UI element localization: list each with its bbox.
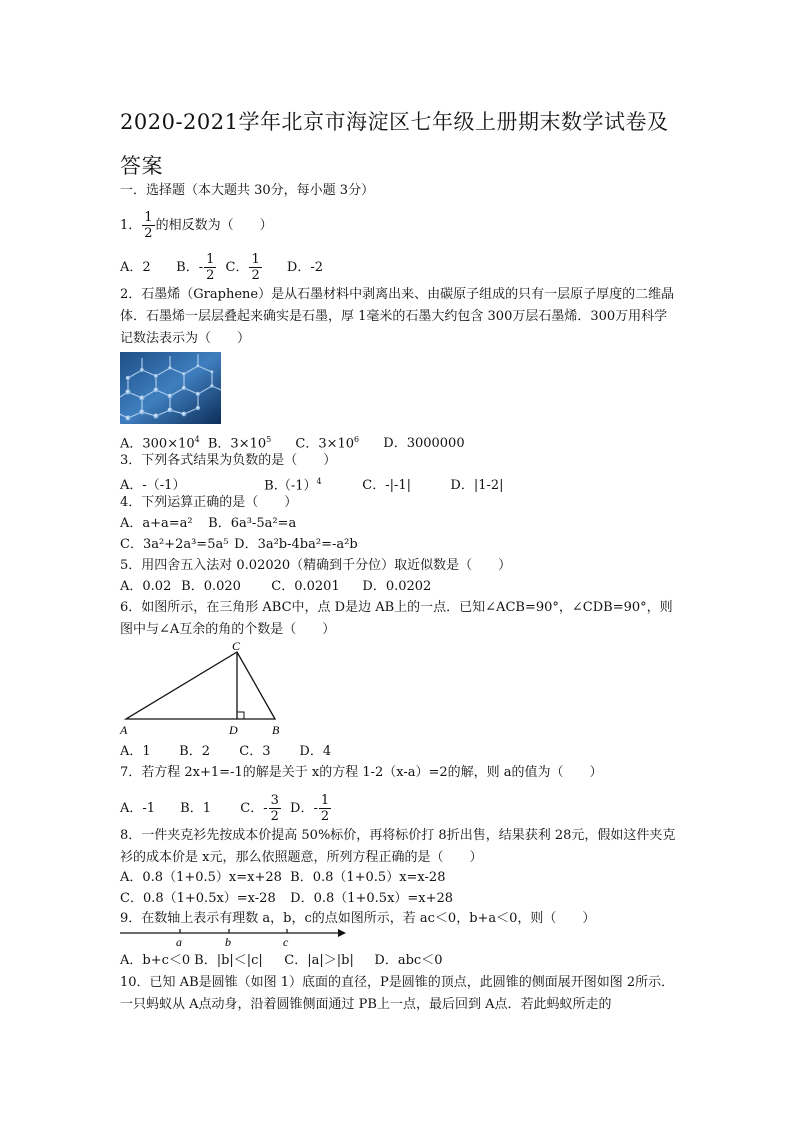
option-c: C．0.8（1+0.5x）=x-28 — [120, 891, 276, 906]
label-c: C — [232, 640, 241, 653]
option-b: B．0.020 — [181, 579, 241, 594]
question-1-options — [120, 252, 323, 283]
question-1: 1． $\frac{1}{2}$ 的相反数为（ ） — [120, 210, 273, 241]
question-2: 2．石墨烯（Graphene）是从石墨材料中剥离出来、由碳原子组成的只有一层原子厚度的二维晶体．石墨烯一层层叠起来确实是石墨，厚 1毫米的石墨大约包含 300万层石墨烯．300万用科学记数法表示为（ ） — [120, 287, 675, 346]
option-a: A．$300\times 10^4$ — [120, 435, 200, 452]
graphene-image — [120, 352, 221, 424]
option-b: B．$3\times 10^5$ — [207, 435, 272, 452]
question-8-options-row2 — [120, 890, 453, 908]
question-4-options-row1 — [120, 515, 296, 533]
option-b: B．1 — [180, 801, 211, 816]
option-b: B．2 — [179, 744, 210, 759]
option-c: C．- $\frac{3}{2}$ — [240, 793, 279, 824]
question-4-options-row2 — [120, 536, 358, 554]
question-5: 5．用四舍五入法对 0.02020（精确到千分位）取近似数是（ ） — [120, 558, 512, 573]
option-d: D．|1-2| — [450, 478, 504, 494]
option-d: D．- $\frac{1}{2}$ — [290, 793, 330, 824]
option-a: A．a+a=a² — [120, 516, 193, 531]
fraction: $\frac{1}{2}$ — [144, 210, 153, 241]
option-a: A．0.8（1+0.5）x=x+28 — [120, 870, 282, 885]
question-6: 6．如图所示，在三角形 ABC中，点 D是边 AB上的一点．已知∠ACB=90°，∠CDB=90°，则图中与∠A互余的角的个数是（ ） — [120, 600, 673, 637]
option-a: A．b+c＜0 — [120, 953, 191, 968]
option-a: A．-1 — [120, 801, 156, 816]
section-heading: 一．选择题（本大题共 30分，每小题 3分） — [120, 183, 375, 198]
option-b: B．|b|＜|c| — [194, 953, 263, 968]
question-6-options — [120, 743, 331, 761]
option-b: B．- $\frac{1}{2}$ — [176, 252, 215, 283]
label-b: B — [272, 723, 280, 737]
question-7: 7．若方程 2x+1=-1的解是关于 x的方程 1-2（x-a）=2的解，则 a的值为（ ） — [120, 765, 603, 780]
triangle-diagram — [118, 640, 288, 738]
option-a: A．0.02 — [120, 579, 172, 594]
label-c: c — [283, 935, 289, 949]
question-4: 4．下列运算正确的是（ ） — [120, 495, 298, 510]
option-a: A．1 — [120, 744, 151, 759]
option-d: D．0.0202 — [362, 579, 432, 594]
option-d: D．3a²b-4ba²=-a²b — [234, 537, 358, 552]
question-3-options — [120, 473, 504, 495]
document-title: 2020-2021学年北京市海淀区七年级上册期末数学试卷及答案 — [120, 110, 669, 178]
option-d: D．-2 — [286, 260, 323, 275]
label-b: b — [225, 935, 231, 949]
option-d: D．0.8（1+0.5x）=x+28 — [290, 891, 454, 906]
question-3: 3．下列各式结果为负数的是（ ） — [120, 453, 337, 468]
question-5-options — [120, 578, 431, 596]
option-c: C．$3\times 10^6$ — [295, 435, 360, 452]
option-c: C．|a|＞|b| — [284, 953, 354, 968]
option-a: A．-（-1） — [120, 478, 186, 494]
question-10: 10．已知 AB是圆锥（如图 1）底面的直径，P是圆锥的顶点，此圆锥的侧面展开图如图 2所示．一只蚂蚁从 A点动身，沿着圆锥侧面通过 PB上一点，最后回到 A点．若此蚂蚁所走的 — [120, 975, 675, 1012]
question-9-options — [120, 952, 442, 970]
number-line-diagram — [118, 924, 348, 950]
option-b: B．6a³-5a²=a — [208, 516, 297, 531]
option-c: C． $\frac{1}{2}$ — [225, 252, 260, 283]
option-a: A．2 — [120, 260, 151, 275]
question-8: 8．一件夹克衫先按成本价提高 50%标价，再将标价打 8折出售，结果获利 28元，假如这件夹克衫的成本价是 x元，那么依照题意，所列方程正确的是（ ） — [120, 828, 676, 865]
option-b: B．0.8（1+0.5）x=x-28 — [290, 870, 446, 885]
label-a: A — [120, 723, 128, 737]
option-d: D．4 — [299, 744, 332, 759]
question-9: 9．在数轴上表示有理数 a，b，c的点如图所示，若 ac＜0，b+a＜0，则（ ） — [120, 911, 596, 926]
question-7-options — [120, 793, 332, 824]
label-a: a — [176, 935, 182, 949]
option-d: D．abc＜0 — [374, 953, 443, 968]
option-c: C．3a²+2a³=5a⁵ — [120, 537, 229, 552]
question-2-options — [120, 431, 465, 453]
option-b: $B.(-1)^4$ — [264, 477, 322, 494]
question-8-options-row1 — [120, 869, 445, 887]
option-c: C．0.0201 — [271, 579, 340, 594]
option-c: C．3 — [239, 744, 271, 759]
label-d: D — [229, 723, 238, 737]
option-c: C．-|-1| — [362, 478, 412, 494]
option-d: D．3000000 — [383, 436, 465, 452]
